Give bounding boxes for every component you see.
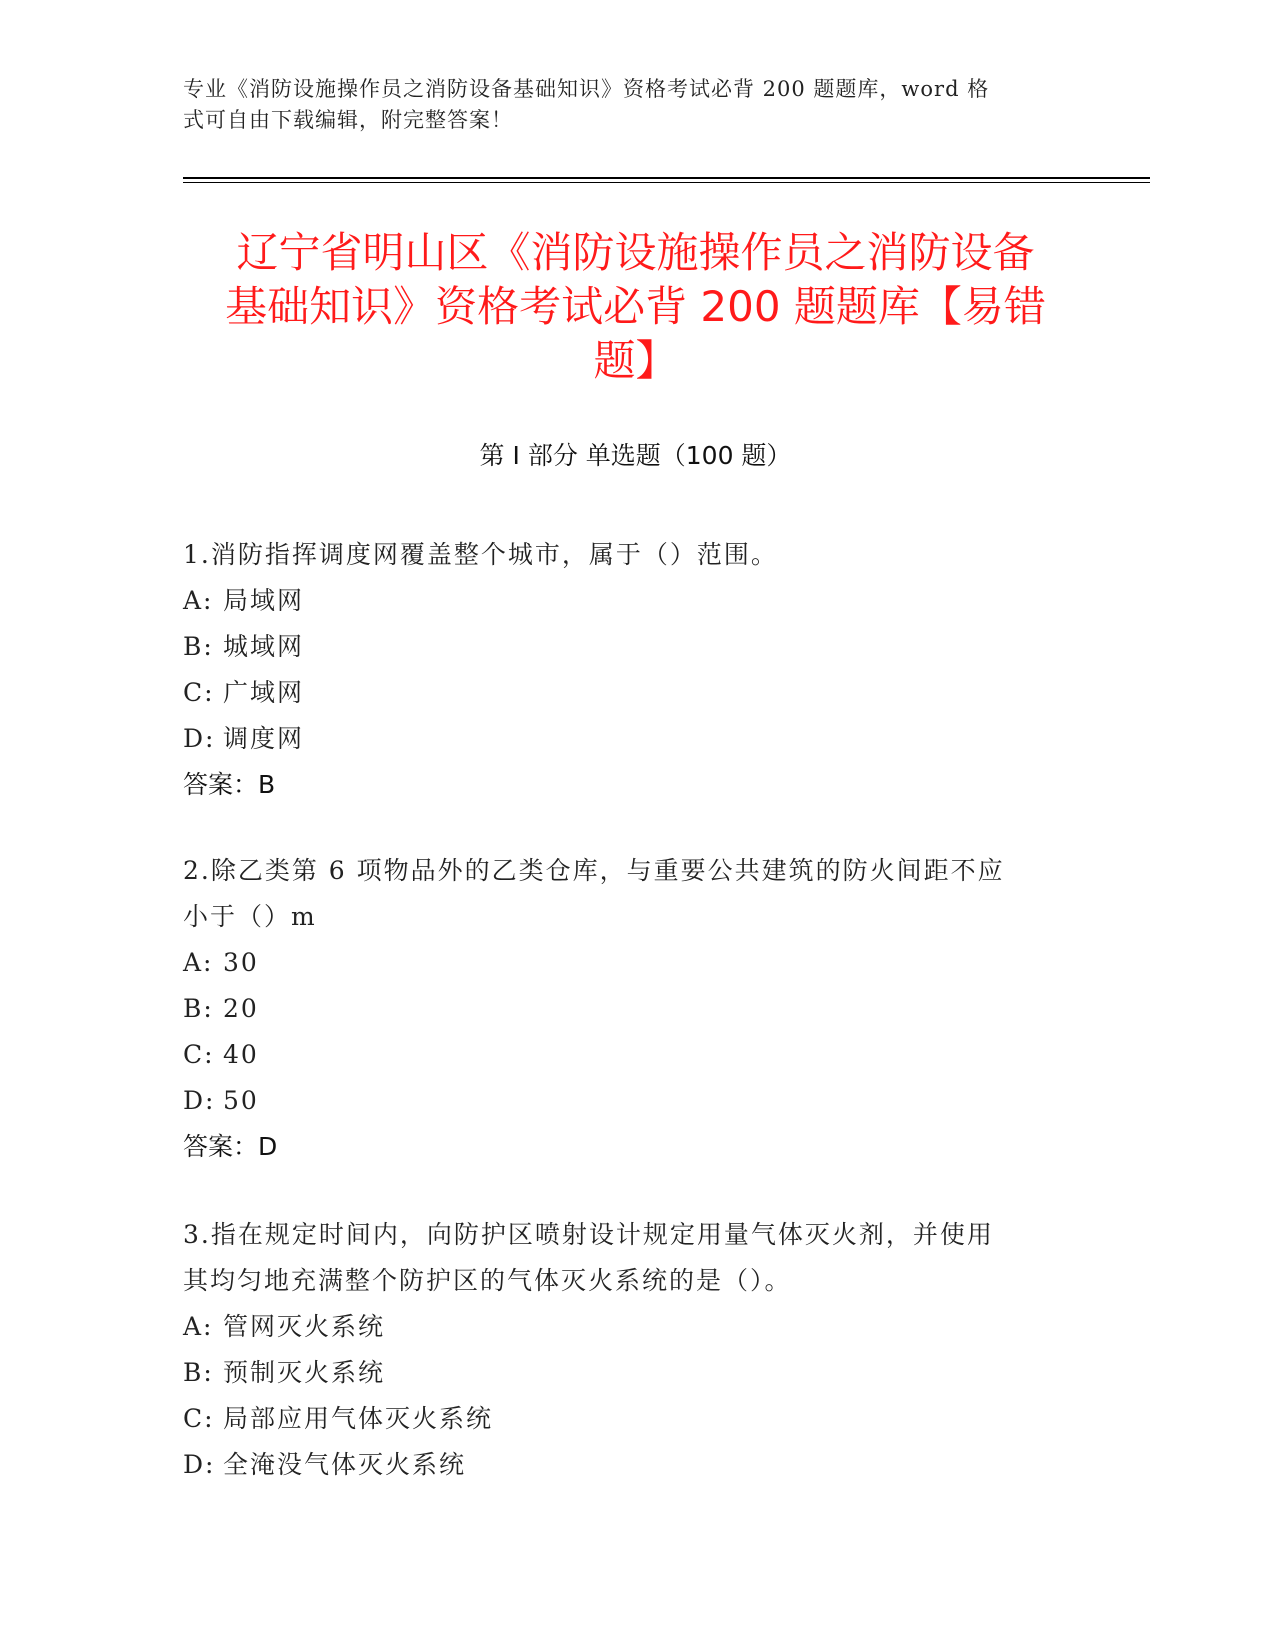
document-title [183,226,1088,388]
title-line-3: 题】 [593,336,678,385]
option-label: A: [183,948,214,977]
option-c [183,670,1063,716]
question-1 [183,532,1063,808]
option-label: D: [183,1450,216,1479]
question-stem-line-1: 3.指在规定时间内，向防护区喷射设计规定用量气体灭火剂，并使用 [183,1220,994,1249]
option-d [183,1442,1063,1488]
answer-key: 答案：D [183,1132,278,1161]
option-text: 预制灭火系统 [223,1358,386,1387]
option-text: 管网灭火系统 [223,1312,386,1341]
option-text: 40 [223,1040,259,1069]
option-text: 局域网 [223,586,305,615]
option-c [183,1032,1063,1078]
option-c [183,1396,1063,1442]
title-line-2: 基础知识》资格考试必背 200 题题库【易错 [225,282,1046,331]
header-divider-thick [183,177,1150,179]
option-label: A: [183,586,214,615]
option-label: C: [183,1404,215,1433]
option-text: 20 [223,994,259,1023]
title-line-1: 辽宁省明山区《消防设施操作员之消防设备 [236,228,1035,277]
option-text: 城域网 [223,632,305,661]
option-label: A: [183,1312,214,1341]
option-label: D: [183,724,216,753]
option-a [183,578,1063,624]
option-label: C: [183,678,215,707]
option-label: B: [183,994,214,1023]
question-2 [183,848,1063,1170]
option-text: 局部应用气体灭火系统 [223,1404,494,1433]
option-label: D: [183,1086,216,1115]
option-b [183,624,1063,670]
document-header-note [183,74,1063,136]
question-stem-line-1: 2.除乙类第 6 项物品外的乙类仓库，与重要公共建筑的防火间距不应 [183,856,1005,885]
option-text: 广域网 [223,678,305,707]
option-label: B: [183,632,214,661]
header-divider-thin [183,182,1150,183]
option-label: C: [183,1040,215,1069]
question-stem: 1.消防指挥调度网覆盖整个城市，属于（）范围。 [183,540,778,569]
option-b [183,1350,1063,1396]
header-note-line-1: 专业《消防设施操作员之消防设备基础知识》资格考试必背 200 题题库，word 格 [183,77,990,101]
question-3 [183,1212,1063,1488]
header-note-line-2: 式可自由下载编辑，附完整答案！ [183,108,513,132]
option-text: 调度网 [223,724,305,753]
option-d [183,1078,1063,1124]
option-label: B: [183,1358,214,1387]
option-text: 30 [223,948,259,977]
option-b [183,986,1063,1032]
option-text: 全淹没气体灭火系统 [223,1450,467,1479]
option-a [183,1304,1063,1350]
option-text: 50 [223,1086,259,1115]
answer-key: 答案：B [183,770,276,799]
option-a [183,940,1063,986]
question-stem-line-2: 小于（）m [183,902,317,931]
question-stem-line-2: 其均匀地充满整个防护区的气体灭火系统的是（）。 [183,1266,792,1295]
section-heading: 第 I 部分 单选题（100 题） [479,441,792,470]
option-d [183,716,1063,762]
